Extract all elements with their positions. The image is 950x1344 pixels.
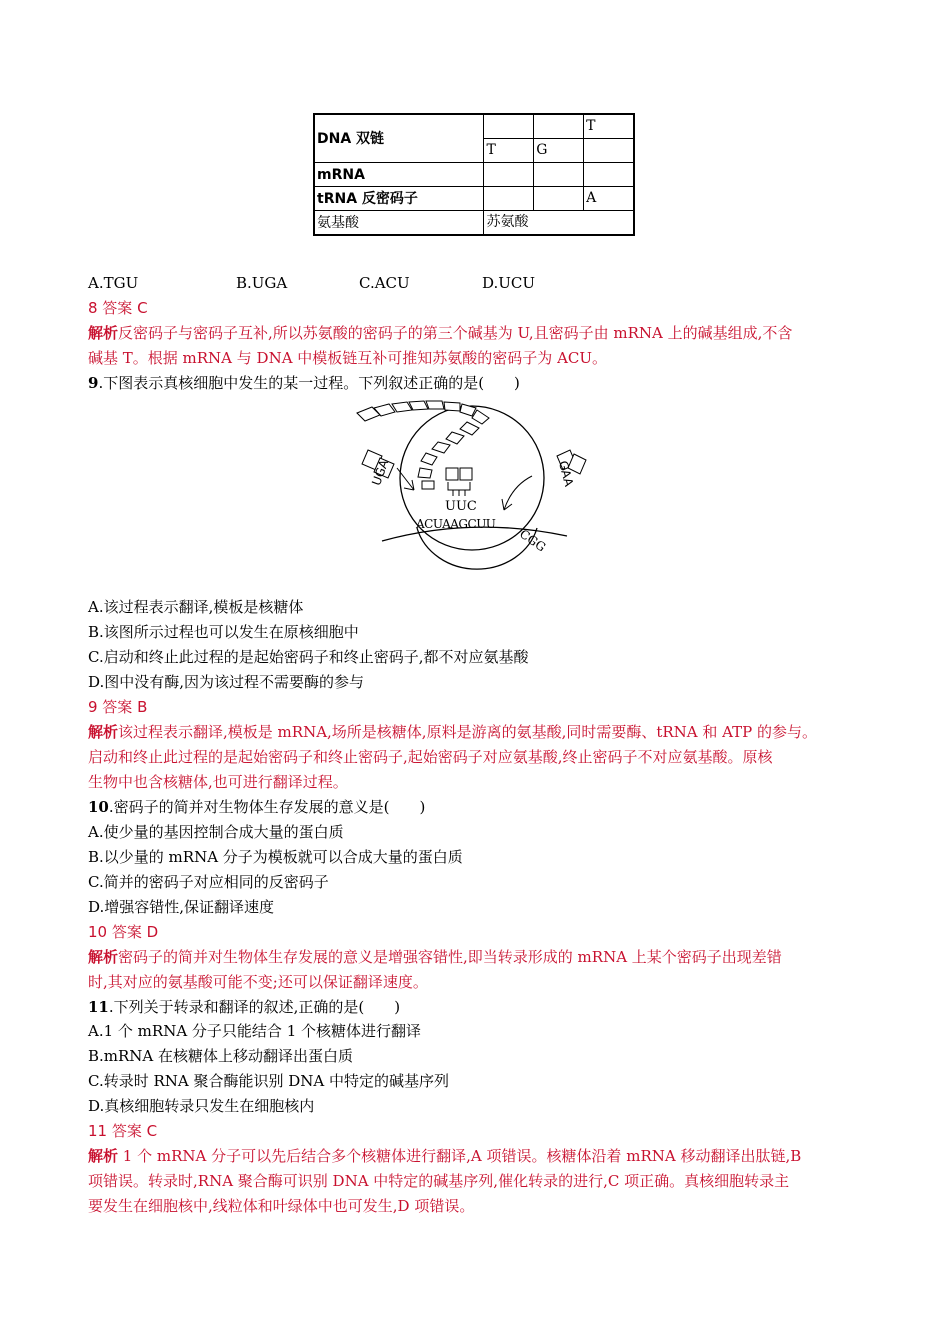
q8-analysis-line bbox=[88, 322, 792, 344]
row-label-mrna: mRNA bbox=[314, 163, 484, 187]
q11-answer: 11 答案 C bbox=[88, 1122, 158, 1140]
row-label-amino-acid: 氨基酸 bbox=[314, 211, 484, 236]
q10-option-b: B.以少量的 mRNA 分子为模板就可以合成大量的蛋白质 bbox=[88, 848, 463, 866]
table-cell-amino-acid: 苏氨酸 bbox=[484, 211, 634, 236]
row-label-trna: tRNA 反密码子 bbox=[314, 187, 484, 211]
q8-answer: 8 答案 C bbox=[88, 299, 148, 317]
analysis-text: 1 个 mRNA 分子可以先后结合多个核糖体进行翻译,A 项错误。核糖体沿着 mRNA 移动翻译出肽链,B bbox=[118, 1147, 802, 1165]
table-cell: T bbox=[484, 139, 534, 163]
codon-table bbox=[313, 113, 635, 236]
q9-option-a: A.该过程表示翻译,模板是核糖体 bbox=[88, 598, 304, 616]
q10-analysis-line: 时,其对应的氨基酸可能不变;还可以保证翻译速度。 bbox=[88, 973, 428, 991]
table-cell bbox=[534, 114, 584, 139]
translation-diagram bbox=[352, 398, 602, 583]
q10-option-c: C.简并的密码子对应相同的反密码子 bbox=[88, 873, 329, 891]
analysis-text: 密码子的简并对生物体生存发展的意义是增强容错性,即当转录形成的 mRNA 上某个密码子出现差错 bbox=[118, 948, 782, 966]
table-cell bbox=[484, 163, 534, 187]
table-cell bbox=[484, 114, 534, 139]
q11-analysis-line: 项错误。转录时,RNA 聚合酶可识别 DNA 中特定的碱基序列,催化转录的进行,C 项正确。真核细胞转录主 bbox=[88, 1172, 790, 1190]
analysis-label: 解析 bbox=[88, 324, 119, 342]
question-text: .下图表示真核细胞中发生的某一过程。下列叙述正确的是( ) bbox=[98, 374, 520, 392]
q9-answer: 9 答案 B bbox=[88, 698, 148, 716]
trna-left-anticodon: UGA bbox=[369, 457, 392, 488]
question-text: .下列关于转录和翻译的叙述,正确的是( ) bbox=[108, 998, 401, 1016]
question-number: 9 bbox=[88, 374, 99, 392]
q11-option-a: A.1 个 mRNA 分子只能结合 1 个核糖体进行翻译 bbox=[88, 1022, 422, 1040]
question-number: 11 bbox=[88, 998, 109, 1016]
table-cell bbox=[484, 187, 534, 211]
q9-option-c: C.启动和终止此过程的是起始密码子和终止密码子,都不对应氨基酸 bbox=[88, 648, 529, 666]
option-b: B.UGA bbox=[236, 274, 288, 292]
q9-option-d: D.图中没有酶,因为该过程不需要酶的参与 bbox=[88, 673, 365, 691]
table-cell: G bbox=[534, 139, 584, 163]
question-number: 10 bbox=[88, 798, 109, 816]
q11-option-b: B.mRNA 在核糖体上移动翻译出蛋白质 bbox=[88, 1047, 354, 1065]
table-row bbox=[314, 163, 634, 187]
q8-analysis-line: 碱基 T。根据 mRNA 与 DNA 中模板链互补可推知苏氨酸的密码子为 ACU。 bbox=[88, 349, 608, 367]
analysis-text: 该过程表示翻译,模板是 mRNA,场所是核糖体,原料是游离的氨基酸,同时需要酶、tRNA 和 ATP 的参与。 bbox=[118, 723, 818, 741]
q10-option-d: D.增强容错性,保证翻译速度 bbox=[88, 898, 275, 916]
q9-stem bbox=[88, 372, 520, 394]
table-row bbox=[314, 211, 634, 236]
q9-option-b: B.该图所示过程也可以发生在原核细胞中 bbox=[88, 623, 359, 641]
analysis-label: 解析 bbox=[88, 948, 119, 966]
q10-answer: 10 答案 D bbox=[88, 923, 159, 941]
row-label-dna: DNA 双链 bbox=[314, 114, 484, 163]
table-row bbox=[314, 187, 634, 211]
mrna-tail: CGG bbox=[517, 526, 549, 555]
analysis-label: 解析 bbox=[88, 1147, 119, 1165]
mrna-codons: ACUAAGCUU bbox=[416, 517, 496, 531]
q11-analysis-line: 要发生在细胞核中,线粒体和叶绿体中也可发生,D 项错误。 bbox=[88, 1197, 475, 1215]
q11-analysis-line bbox=[88, 1145, 801, 1167]
q9-analysis-line: 生物中也含核糖体,也可进行翻译过程。 bbox=[88, 773, 348, 791]
q10-option-a: A.使少量的基因控制合成大量的蛋白质 bbox=[88, 823, 344, 841]
table-cell bbox=[534, 187, 584, 211]
q9-analysis-line: 启动和终止此过程的是起始密码子和终止密码子,起始密码子对应氨基酸,终止密码子不对应氨基酸。原核 bbox=[88, 748, 773, 766]
analysis-text: 反密码子与密码子互补,所以苏氨酸的密码子的第三个碱基为 U,且密码子由 mRNA 上的碱基组成,不含 bbox=[118, 324, 793, 342]
table-cell bbox=[584, 163, 634, 187]
q11-option-c: C.转录时 RNA 聚合酶能识别 DNA 中特定的碱基序列 bbox=[88, 1072, 450, 1090]
question-text: .密码子的简并对生物体生存发展的意义是( ) bbox=[108, 798, 426, 816]
table-cell bbox=[534, 163, 584, 187]
q11-stem bbox=[88, 996, 400, 1018]
q10-stem bbox=[88, 796, 425, 818]
q10-analysis-line bbox=[88, 946, 782, 968]
trna-right-anticodon: GAA bbox=[555, 459, 577, 489]
analysis-label: 解析 bbox=[88, 723, 119, 741]
option-c: C.ACU bbox=[359, 274, 410, 292]
q11-option-d: D.真核细胞转录只发生在细胞核内 bbox=[88, 1097, 315, 1115]
option-a: A.TGU bbox=[88, 274, 139, 292]
trna-center-anticodon: UUC bbox=[445, 499, 477, 514]
table-row bbox=[314, 114, 634, 139]
q8-options bbox=[88, 272, 535, 294]
option-d: D.UCU bbox=[482, 274, 536, 292]
table-cell bbox=[584, 139, 634, 163]
q9-analysis-line bbox=[88, 721, 817, 743]
table-cell: T bbox=[584, 114, 634, 139]
trna-center bbox=[446, 468, 472, 496]
table-cell: A bbox=[584, 187, 634, 211]
